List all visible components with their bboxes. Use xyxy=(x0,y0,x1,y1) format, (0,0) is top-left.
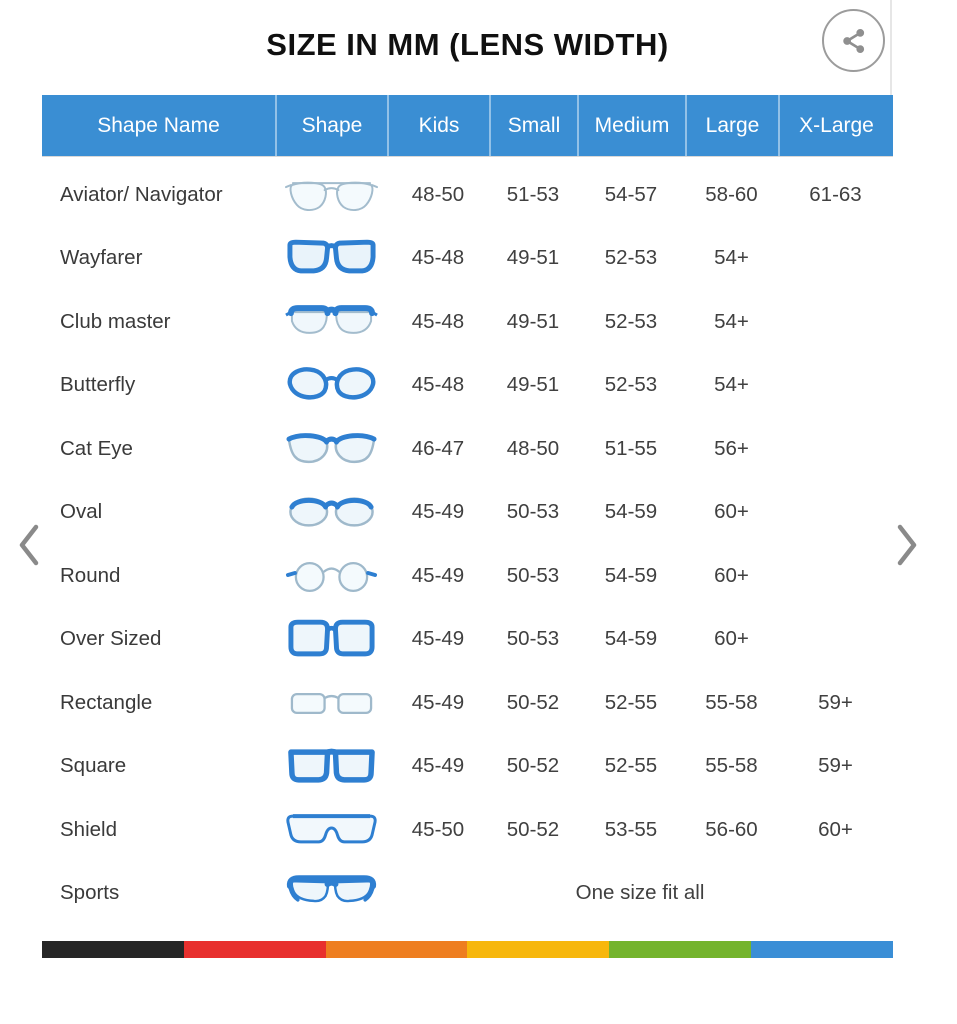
size-cell-large: 54+ xyxy=(714,373,749,397)
size-cell-medium: 52-53 xyxy=(604,309,658,333)
size-cell-small: 49-51 xyxy=(506,309,560,333)
size-cell-medium: 51-55 xyxy=(604,436,658,460)
size-cell-medium: 52-55 xyxy=(604,690,658,714)
size-cell-kids: 45-49 xyxy=(411,627,465,651)
table-row xyxy=(42,671,893,735)
shape-name-label: Oval xyxy=(60,500,103,524)
share-button[interactable] xyxy=(822,9,885,72)
rectangle-glasses-icon xyxy=(275,680,387,726)
size-cell-small: 50-52 xyxy=(506,754,560,778)
share-icon xyxy=(839,26,869,56)
cateye-glasses-icon xyxy=(275,426,387,472)
clubmaster-glasses-icon xyxy=(275,299,387,345)
shape-name-label: Club master xyxy=(60,309,171,333)
table-row xyxy=(42,163,893,227)
column-header-shape: Shape xyxy=(275,95,387,156)
one-size-note: One size fit all xyxy=(575,881,705,905)
table-row xyxy=(42,417,893,481)
size-cell-xlarge: 61-63 xyxy=(809,182,862,206)
size-cell-kids: 46-47 xyxy=(411,436,465,460)
size-cell-medium: 52-55 xyxy=(604,754,658,778)
size-cell-small: 51-53 xyxy=(506,182,560,206)
size-cell-medium: 52-53 xyxy=(604,246,658,270)
sports-glasses-icon xyxy=(275,870,387,916)
page-title: SIZE IN MM (LENS WIDTH) xyxy=(266,27,669,62)
size-cell-xlarge: 59+ xyxy=(818,690,853,714)
shape-name-label: Butterfly xyxy=(60,373,136,397)
shape-name-label: Cat Eye xyxy=(60,436,133,460)
column-header-kids: Kids xyxy=(387,95,489,156)
size-cell-kids: 48-50 xyxy=(411,182,465,206)
size-cell-xlarge: 59+ xyxy=(818,754,853,778)
aviator-glasses-icon xyxy=(275,172,387,218)
size-cell-large: 56+ xyxy=(714,436,749,460)
table-row xyxy=(42,544,893,608)
shape-name-label: Round xyxy=(60,563,121,587)
shape-name-label: Wayfarer xyxy=(60,246,143,270)
shape-name-label: Shield xyxy=(60,817,117,841)
size-cell-medium: 54-57 xyxy=(604,182,658,206)
size-cell-small: 48-50 xyxy=(506,436,560,460)
size-cell-large: 60+ xyxy=(714,563,749,587)
size-cell-small: 50-53 xyxy=(506,563,560,587)
size-cell-medium: 54-59 xyxy=(604,500,658,524)
size-cell-small: 50-52 xyxy=(506,817,560,841)
carousel-next-button[interactable] xyxy=(892,519,922,571)
size-cell-large: 58-60 xyxy=(705,182,758,206)
carousel-prev-button[interactable] xyxy=(14,519,44,571)
size-cell-large: 56-60 xyxy=(705,817,758,841)
table-row xyxy=(42,481,893,545)
table-row xyxy=(42,354,893,418)
table-row xyxy=(42,290,893,354)
table-row xyxy=(42,798,893,862)
size-cell-small: 50-53 xyxy=(506,627,560,651)
size-cell-kids: 45-49 xyxy=(411,500,465,524)
stripe-segment xyxy=(42,941,184,958)
size-cell-kids: 45-48 xyxy=(411,309,465,333)
size-cell-large: 54+ xyxy=(714,309,749,333)
shield-glasses-icon xyxy=(275,807,387,853)
size-cell-kids: 45-50 xyxy=(411,817,465,841)
size-cell-small: 50-52 xyxy=(506,690,560,714)
size-cell-kids: 45-48 xyxy=(411,373,465,397)
column-header-small: Small xyxy=(489,95,577,156)
shape-name-label: Square xyxy=(60,754,127,778)
size-cell-kids: 45-49 xyxy=(411,690,465,714)
column-header-shape-name: Shape Name xyxy=(97,113,220,137)
size-cell-large: 60+ xyxy=(714,627,749,651)
column-header-large: Large xyxy=(685,95,778,156)
size-cell-large: 60+ xyxy=(714,500,749,524)
chevron-left-icon xyxy=(17,523,41,567)
column-header-xlarge: X-Large xyxy=(778,95,893,156)
shape-name-label: Over Sized xyxy=(60,627,162,651)
wayfarer-glasses-icon xyxy=(275,235,387,281)
round-glasses-icon xyxy=(275,553,387,599)
size-cell-large: 55-58 xyxy=(705,690,758,714)
square-glasses-icon xyxy=(275,743,387,789)
column-header-medium: Medium xyxy=(577,95,685,156)
size-cell-xlarge: 60+ xyxy=(818,817,853,841)
size-cell-medium: 52-53 xyxy=(604,373,658,397)
size-cell-large: 55-58 xyxy=(705,754,758,778)
shape-name-label: Aviator/ Navigator xyxy=(60,182,223,206)
size-cell-large: 54+ xyxy=(714,246,749,270)
stripe-segment xyxy=(326,941,468,958)
table-row xyxy=(42,862,893,926)
table-row xyxy=(42,735,893,799)
shape-name-label: Rectangle xyxy=(60,690,153,714)
size-cell-small: 49-51 xyxy=(506,373,560,397)
color-stripe xyxy=(42,941,893,958)
table-row xyxy=(42,227,893,291)
size-cell-medium: 54-59 xyxy=(604,627,658,651)
size-cell-small: 50-53 xyxy=(506,500,560,524)
size-table xyxy=(42,95,893,925)
table-row xyxy=(42,608,893,672)
butterfly-glasses-icon xyxy=(275,362,387,408)
oversized-glasses-icon xyxy=(275,616,387,662)
stripe-segment xyxy=(751,941,893,958)
size-cell-kids: 45-49 xyxy=(411,754,465,778)
oval-glasses-icon xyxy=(275,489,387,535)
size-cell-medium: 54-59 xyxy=(604,563,658,587)
stripe-segment xyxy=(609,941,751,958)
chevron-right-icon xyxy=(895,523,919,567)
table-header-row xyxy=(42,95,893,157)
stripe-segment xyxy=(467,941,609,958)
size-cell-medium: 53-55 xyxy=(604,817,658,841)
size-cell-kids: 45-49 xyxy=(411,563,465,587)
size-cell-kids: 45-48 xyxy=(411,246,465,270)
table-body xyxy=(42,163,893,925)
stripe-segment xyxy=(184,941,326,958)
shape-name-label: Sports xyxy=(60,881,120,905)
size-cell-small: 49-51 xyxy=(506,246,560,270)
